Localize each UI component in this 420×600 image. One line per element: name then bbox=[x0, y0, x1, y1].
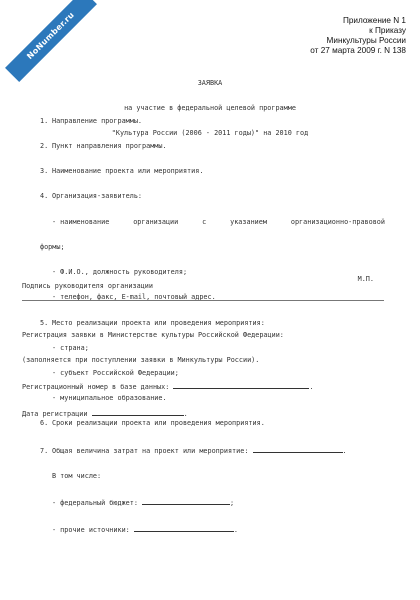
item-text: - субъект Российской Федерации; bbox=[52, 369, 179, 377]
list-item bbox=[40, 192, 385, 200]
item-text: Место реализации проекта или проведения мероприятия: bbox=[52, 318, 265, 327]
item-text: Общая величина затрат на проект или мероприятие: bbox=[52, 446, 249, 455]
title-line: ЗАЯВКА bbox=[197, 78, 223, 87]
item-text: - прочие источники: bbox=[52, 526, 130, 535]
item-text: Пункт направления программы. bbox=[52, 142, 167, 151]
item-number: 1. bbox=[40, 116, 49, 125]
justified-word: с bbox=[202, 217, 207, 226]
sub-item bbox=[40, 524, 385, 534]
item-text: - Ф.И.О., должность руководителя; bbox=[52, 268, 188, 277]
item-text: . bbox=[233, 526, 238, 535]
list-item bbox=[40, 117, 385, 125]
item-number: 6. bbox=[40, 419, 49, 428]
item-number: 7. bbox=[40, 446, 49, 455]
item-text: . bbox=[309, 383, 314, 392]
item-text: . bbox=[183, 410, 188, 419]
federal-budget-blank[interactable] bbox=[142, 497, 230, 505]
item-text: Наименование проекта или мероприятия. bbox=[52, 167, 204, 176]
appendix-line: Приложение N 1 bbox=[342, 16, 406, 25]
item-text: - муниципальное образование. bbox=[52, 394, 167, 403]
appendix-line: к Приказу bbox=[369, 26, 406, 35]
item-text: Направление программы. bbox=[52, 116, 143, 125]
justified-word: - наименование bbox=[52, 217, 110, 226]
item-text: ; bbox=[230, 499, 235, 508]
sub-item bbox=[40, 497, 385, 507]
item-text: - телефон, факс, E-mail, почтовый адрес. bbox=[52, 293, 216, 302]
registration-date-blank[interactable] bbox=[92, 408, 184, 416]
item-number: 4. bbox=[40, 192, 49, 201]
sub-item-continuation bbox=[40, 243, 385, 251]
registration-number-label: Регистрационный номер в базе данных: bbox=[22, 383, 170, 392]
item-number: 5. bbox=[40, 318, 49, 327]
watermark-logo: NoNumber.ru bbox=[5, 0, 97, 82]
list-item bbox=[40, 142, 385, 150]
total-cost-blank[interactable] bbox=[253, 445, 343, 453]
title-line: на участие в федеральной целевой программе bbox=[124, 104, 296, 113]
item-number: 3. bbox=[40, 167, 49, 176]
justified-word: указанием bbox=[230, 217, 267, 226]
appendix-line: Минкультуры России bbox=[326, 36, 406, 45]
item-text: . bbox=[342, 446, 347, 455]
item-text: - федеральный бюджет: bbox=[52, 499, 138, 508]
registration-line: (заполняется при поступлении заявки в Минкультуры России). bbox=[22, 356, 260, 365]
justified-word: организационно-правовой bbox=[290, 217, 385, 226]
registration-date-row bbox=[22, 408, 382, 418]
other-sources-blank[interactable] bbox=[134, 524, 234, 532]
signature-label: Подпись руководителя организации bbox=[22, 281, 153, 290]
title-line: "Культура России (2006 - 2011 годы)" на 2010 год bbox=[111, 129, 309, 138]
justified-word: организации bbox=[133, 217, 179, 226]
registration-number-row bbox=[22, 381, 382, 391]
stamp-label: М.П. bbox=[357, 275, 374, 283]
registration-block bbox=[22, 314, 382, 427]
appendix-header bbox=[310, 16, 406, 56]
item-text: формы; bbox=[40, 242, 65, 251]
sub-item bbox=[40, 472, 385, 480]
item-text: - страна; bbox=[52, 343, 89, 352]
list-item bbox=[40, 445, 385, 455]
item-text: Сроки реализации проекта или проведения мероприятия. bbox=[52, 419, 265, 428]
registration-date-label: Дата регистрации bbox=[22, 410, 88, 419]
item-number: 2. bbox=[40, 142, 49, 151]
item-text: В том числе: bbox=[52, 471, 102, 480]
appendix-line: от 27 марта 2009 г. N 138 bbox=[310, 46, 406, 55]
registration-number-blank[interactable] bbox=[173, 381, 309, 389]
registration-line: Регистрация заявки в Министерстве культуры Российской Федерации: bbox=[22, 330, 284, 339]
item-text: Организация-заявитель: bbox=[52, 192, 143, 201]
divider bbox=[22, 300, 384, 301]
signature-block bbox=[22, 265, 374, 302]
list-item bbox=[40, 167, 385, 175]
sub-item bbox=[40, 218, 385, 226]
